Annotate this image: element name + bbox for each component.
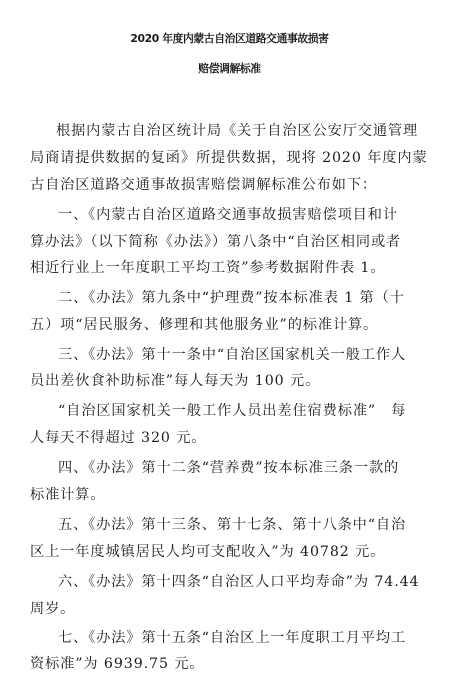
item-6-line-1: 六、《办法》第十四条“自治区人口平均寿命”为 74.44 — [58, 574, 420, 590]
item-4-line-2: 标准计算。 — [30, 487, 106, 503]
item-3b-line-1: “自治区国家机关一般工作人员出差住宿费标准” 每 — [58, 403, 407, 419]
item-4-line-1: 四、《办法》第十二条“营养费”按本标准三条一款的 — [58, 460, 400, 476]
item-7-line-2: 资标准”为 6939.75 元。 — [30, 656, 205, 672]
item-3-line-1: 三、《办法》第十一条中“自治区国家机关一般工作人 — [58, 347, 407, 363]
document-title-line-1: 2020 年度内蒙古自治区道路交通事故损害 — [130, 32, 329, 45]
item-3b-line-2: 人每天不得超过 320 元。 — [30, 430, 207, 446]
item-1-line-1: 一、《内蒙古自治区道路交通事故损害赔偿项目和计 — [58, 207, 398, 223]
item-2-line-1: 二、《办法》第九条中“护理费”按本标准表 1 第（十 — [58, 290, 405, 306]
item-6-line-2: 周岁。 — [30, 601, 76, 617]
item-5-line-2: 区上一年度城镇居民人均可支配收入”为 40782 元。 — [30, 544, 386, 560]
item-2-line-2: 五）项“居民服务、修理和其他服务业”的标准计算。 — [30, 317, 379, 333]
intro-line-2: 局商请提供数据的复函》所提供数据，现将 2020 年度内蒙 — [30, 150, 428, 166]
item-7-line-1: 七、《办法》第十五条“自治区上一年度职工月平均工 — [58, 630, 407, 646]
item-3-line-2: 员出差伙食补助标准”每人每天为 100 元。 — [30, 373, 321, 389]
item-1-line-3: 相近行业上一年度职工平均工资”参考数据附件表 1。 — [30, 260, 386, 276]
intro-line-3: 古自治区道路交通事故损害赔偿调解标准公布如下： — [30, 177, 378, 193]
document-title-line-2: 赔偿调解标准 — [198, 62, 261, 75]
item-5-line-1: 五、《办法》第十三条、第十七条、第十八条中“自治 — [58, 517, 407, 533]
intro-line-1: 根据内蒙古自治区统计局《关于自治区公安厅交通管理 — [56, 123, 419, 139]
item-1-line-2: 算办法》（以下简称《办法》）第八条中“自治区相同或者 — [30, 234, 402, 250]
